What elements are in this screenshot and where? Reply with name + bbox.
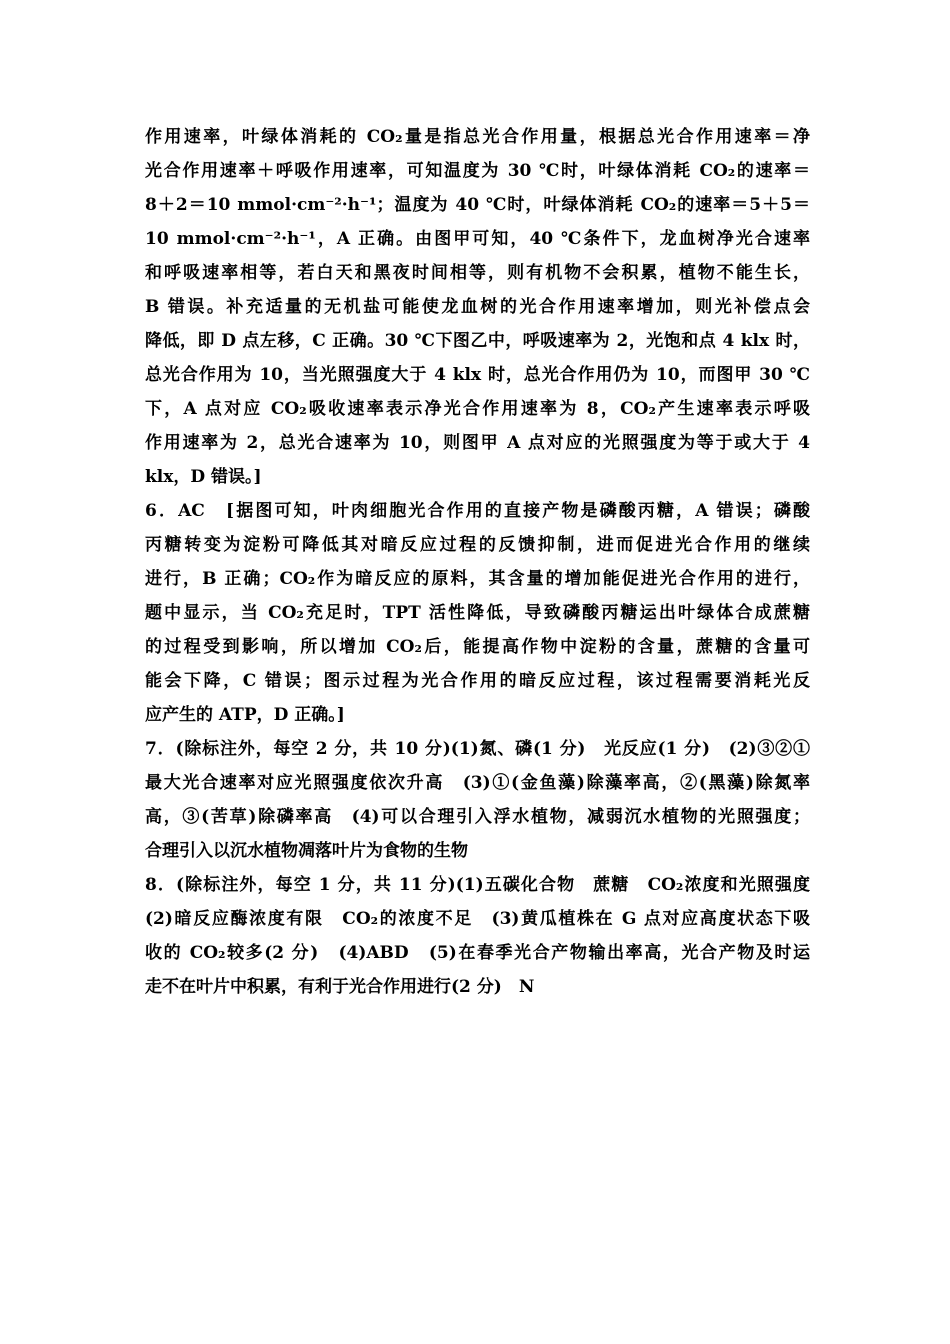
text-line: 作用速率，叶绿体消耗的 CO₂量是指总光合作用量，根据总光合作用速率＝净 [145, 127, 810, 147]
answer-7 [145, 732, 810, 868]
text-line: 收的 CO₂较多(2 分) (4)ABD (5)在春季光合产物输出率高，光合产物及时运 [145, 943, 810, 963]
text-line: 进行，B 正确；CO₂作为暗反应的原料，其含量的增加能促进光合作用的进行， [145, 569, 810, 589]
text-line: 光合作用速率＋呼吸作用速率，可知温度为 30 ℃时，叶绿体消耗 CO₂的速率＝ [145, 161, 810, 181]
text-line: 题中显示，当 CO₂充足时，TPT 活性降低，导致磷酸丙糖运出叶绿体合成蔗糖 [145, 603, 810, 623]
answer-8 [145, 868, 810, 1004]
text-line: 和呼吸速率相等，若白天和黑夜时间相等，则有机物不会积累，植物不能生长， [145, 263, 810, 283]
answer-5-continuation [145, 120, 810, 494]
text-line: 下，A 点对应 CO₂吸收速率表示净光合作用速率为 8，CO₂产生速率表示呼吸 [145, 399, 810, 419]
text-line: 8＋2＝10 mmol·cm⁻²·h⁻¹；温度为 40 ℃时，叶绿体消耗 CO₂的速率＝5＋5＝ [145, 195, 810, 215]
text-line: 7．(除标注外，每空 2 分，共 10 分)(1)氮、磷(1 分) 光反应(1 分) (2)③②① [145, 739, 810, 759]
text-line: 作用速率为 2，总光合速率为 10，则图甲 A 点对应的光照强度为等于或大于 4 [145, 433, 810, 453]
text-line: 能会下降，C 错误；图示过程为光合作用的暗反应过程，该过程需要消耗光反 [145, 671, 810, 691]
answer-6 [145, 494, 810, 732]
text-line: 高，③(苦草)除磷率高 (4)可以合理引入浮水植物，减弱沉水植物的光照强度； [145, 807, 810, 827]
document-page [145, 120, 810, 1004]
text-line: 6．AC [据图可知，叶肉细胞光合作用的直接产物是磷酸丙糖，A 错误；磷酸 [145, 501, 810, 521]
text-line: klx，D 错误。] [145, 467, 262, 487]
text-line: 应产生的 ATP，D 正确。] [145, 705, 345, 725]
text-line: 10 mmol·cm⁻²·h⁻¹，A 正确。由图甲可知，40 ℃条件下，龙血树净光合速率 [145, 229, 810, 249]
text-line: 走不在叶片中积累，有利于光合作用进行(2 分) N [145, 977, 535, 997]
text-line: B 错误。补充适量的无机盐可能使龙血树的光合作用速率增加，则光补偿点会 [145, 297, 810, 317]
text-line: 丙糖转变为淀粉可降低其对暗反应过程的反馈抑制，进而促进光合作用的继续 [145, 535, 810, 555]
text-line: (2)暗反应酶浓度有限 CO₂的浓度不足 (3)黄瓜植株在 G 点对应高度状态下吸 [145, 909, 810, 929]
text-line: 的过程受到影响，所以增加 CO₂后，能提高作物中淀粉的含量，蔗糖的含量可 [145, 637, 810, 657]
text-line: 总光合作用为 10，当光照强度大于 4 klx 时，总光合作用仍为 10，而图甲 30 ℃ [145, 365, 810, 385]
text-line: 8．(除标注外，每空 1 分，共 11 分)(1)五碳化合物 蔗糖 CO₂浓度和光照强度 [145, 875, 810, 895]
text-line: 最大光合速率对应光照强度依次升高 (3)①(金鱼藻)除藻率高，②(黑藻)除氮率 [145, 773, 810, 793]
text-line: 合理引入以沉水植物凋落叶片为食物的生物 [145, 841, 468, 861]
text-line: 降低，即 D 点左移，C 正确。30 ℃下图乙中，呼吸速率为 2，光饱和点 4 klx 时， [145, 331, 810, 351]
